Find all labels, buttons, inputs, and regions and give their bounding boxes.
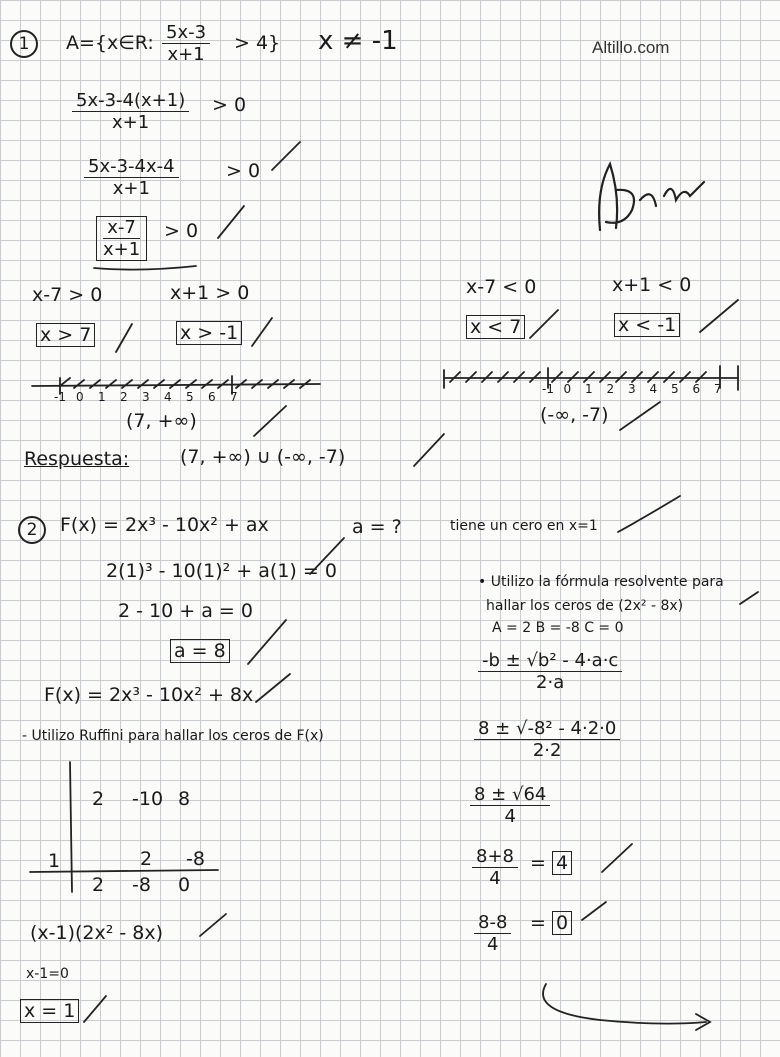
simplified-formula: $\frac{8 \pm √64}{4}$ (470, 784, 550, 827)
check-9 (620, 402, 660, 430)
tick-label: -1 (542, 382, 554, 396)
check-13 (256, 674, 290, 702)
ruffini-text: - Utilizo Ruffini para hallar los ceros de F(x) (22, 728, 324, 744)
answer: (7, +∞) ∪ (-∞, -7) (180, 446, 346, 468)
case2-inequality-b: x+1 < 0 (612, 274, 692, 296)
substituted-formula: $\frac{\text{8 ± √-8² - 4·2·0}}{2\cdot 2}$ (474, 718, 620, 761)
root: x = 1 (20, 1000, 79, 1022)
factored: (x-1)(2x² - 8x) (30, 922, 164, 944)
coefficients: A = 2 B = -8 C = 0 (492, 620, 624, 636)
check-18 (582, 902, 606, 920)
step3-rel: > 0 (164, 220, 199, 242)
restriction: x ≠ -1 (318, 26, 398, 56)
tick-label: 4 (649, 382, 658, 396)
tick-label: 3 (142, 390, 150, 404)
question: a = ? (352, 516, 402, 538)
problem-1-number: 1 (10, 30, 38, 58)
number-line-2-hatching (450, 372, 706, 382)
tick-label: 0 (76, 390, 84, 404)
ruffini-result: 2 (92, 874, 105, 896)
tick-label: 4 (164, 390, 172, 404)
formula-text-2: hallar los ceros de (2x² - 8x) (486, 598, 684, 614)
tick-label: -1 (54, 390, 66, 404)
case1-inequality-b: x+1 > 0 (170, 282, 250, 304)
check-5 (254, 406, 286, 436)
check-3 (116, 324, 132, 352)
step3-fraction: $\frac{x-7}{x+1}$ (96, 216, 147, 261)
step1-rel: > 0 (212, 94, 247, 116)
tick-label: 1 (585, 382, 593, 396)
set-prefix: A={x∈R: (66, 32, 154, 54)
check-14 (740, 592, 758, 604)
number-line-1-hatching (60, 378, 310, 388)
formula-text-1: • Utilizo la fórmula resolvente para (478, 574, 724, 590)
tick-label: 0 (563, 382, 572, 396)
case1-inequality-a: x-7 > 0 (32, 284, 103, 306)
root2-value: = 0 (530, 912, 572, 934)
ruffini-result: 0 (178, 874, 191, 896)
function-def: F(x) = 2x³ - 10x² + ax (60, 514, 269, 536)
watermark: Altillo.com (592, 38, 670, 57)
check-7 (530, 310, 558, 338)
ruffini-product: 2 (140, 848, 153, 870)
check-17 (602, 844, 632, 872)
eq3: a = 8 (170, 640, 230, 662)
signature (599, 164, 704, 230)
case2-result-b: x < -1 (614, 314, 680, 336)
continuation-arrow (543, 984, 706, 1024)
ruffini-result: -8 (132, 874, 151, 896)
tick-label: 7 (714, 382, 722, 396)
eq2: 2 - 10 + a = 0 (118, 600, 253, 622)
ruffini-horizontal (30, 870, 218, 872)
root1-value: = 4 (530, 852, 572, 874)
tick-label: 5 (186, 390, 194, 404)
check-10 (618, 496, 680, 532)
set-suffix: > 4} (234, 32, 281, 54)
check-8 (700, 300, 738, 332)
ruffini-product: -8 (186, 848, 205, 870)
step2-rel: > 0 (226, 160, 261, 182)
set-fraction: $\frac{5x-3}{x+1}$ (162, 22, 210, 65)
case1-interval: (7, +∞) (126, 410, 197, 432)
case2-interval: (-∞, -7) (540, 404, 609, 426)
tick-label: 2 (606, 382, 615, 396)
eq1: 2(1)³ - 10(1)² + a(1) = 0 (106, 560, 337, 582)
final-function: F(x) = 2x³ - 10x² + 8x (44, 684, 254, 706)
step3-underline (94, 266, 196, 270)
check-12 (248, 620, 286, 664)
step1-fraction: $\frac{5x-3-4(x+1)}{x+1}$ (72, 90, 189, 133)
ruffini-coef: 2 (92, 788, 105, 810)
check-11 (310, 538, 344, 574)
tick-label: 6 (692, 382, 701, 396)
case1-result-a: x > 7 (36, 324, 95, 346)
root2-fraction: $\frac{8-8}{4}$ (474, 912, 511, 955)
problem-2-number: 2 (18, 516, 46, 544)
check-2 (218, 206, 244, 238)
answer-label: Respuesta: (24, 448, 130, 470)
check-15 (200, 914, 226, 936)
case2-result-a: x < 7 (466, 316, 525, 338)
tick-label: 2 (120, 390, 128, 404)
check-4 (252, 318, 272, 346)
check-16 (84, 996, 106, 1022)
step2-fraction: $\frac{5x-3-4x-4}{x+1}$ (84, 156, 179, 199)
case1-result-b: x > -1 (176, 322, 242, 344)
ruffini-coef: 8 (178, 788, 191, 810)
ruffini-coef: -10 (132, 788, 164, 810)
zero-note: tiene un cero en x=1 (450, 518, 598, 534)
ruffini-vertical (70, 762, 72, 892)
check-1 (272, 142, 300, 170)
root1-fraction: $\frac{8+8}{4}$ (472, 846, 518, 889)
tick-label: 5 (671, 382, 679, 396)
ruffini-root: 1 (48, 850, 61, 872)
root-equation: x-1=0 (26, 966, 69, 982)
general-formula: $\frac{\text{-b ± √b² - 4·a·c}}{2\cdot a}$ (478, 650, 622, 693)
tick-label: 1 (98, 390, 106, 404)
tick-label: 7 (230, 390, 238, 404)
tick-label: 3 (628, 382, 636, 396)
check-6 (414, 434, 444, 466)
tick-label: 6 (208, 390, 216, 404)
case2-inequality-a: x-7 < 0 (466, 276, 537, 298)
